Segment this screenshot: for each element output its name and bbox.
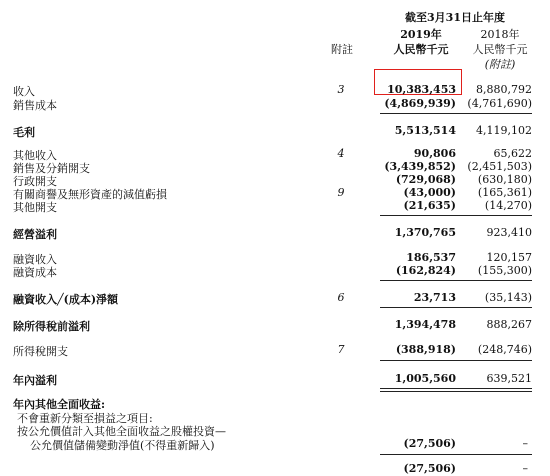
period-heading: 截至3月31日止年度 bbox=[405, 11, 505, 24]
row-note-revenue: 3 bbox=[337, 83, 345, 96]
note-column-heading: 附註 bbox=[331, 43, 353, 56]
row-value-2018-profit-before-tax: 888,267 bbox=[486, 318, 532, 331]
row-value-2019-finance-income: 186,537 bbox=[406, 251, 456, 264]
oci-total-2018: – bbox=[522, 462, 528, 475]
row-value-2018-net-finance: (35,143) bbox=[484, 291, 532, 304]
row-value-2018-finance-income: 120,157 bbox=[486, 251, 532, 264]
row-value-2019-revenue: 10,383,453 bbox=[387, 83, 456, 96]
row-label-profit-for-year: 年內溢利 bbox=[13, 374, 57, 387]
row-value-2018-impairment: (165,361) bbox=[477, 186, 532, 199]
subtotal-rule bbox=[380, 280, 462, 281]
subtotal-rule bbox=[460, 454, 532, 455]
row-value-2018-revenue: 8,880,792 bbox=[476, 83, 532, 96]
currency-2018-heading: 人民幣千元 bbox=[472, 43, 528, 56]
row-value-2018-finance-costs: (155,300) bbox=[477, 264, 532, 277]
total-double-rule bbox=[380, 388, 462, 392]
total-double-rule bbox=[460, 388, 532, 392]
row-label-cost-of-sales: 銷售成本 bbox=[13, 99, 57, 112]
row-value-2018-admin-expenses: (630,180) bbox=[477, 173, 532, 186]
note-2018-heading: (附註) bbox=[484, 58, 516, 71]
row-value-2019-gross-profit: 5,513,514 bbox=[394, 124, 456, 137]
subtotal-rule bbox=[380, 215, 462, 216]
oci-line-1: 不會重新分類至損益之項目: bbox=[17, 412, 153, 425]
row-value-2018-operating-profit: 923,410 bbox=[486, 226, 532, 239]
row-label-operating-profit: 經營溢利 bbox=[13, 228, 57, 241]
subtotal-rule bbox=[380, 360, 462, 361]
row-value-2019-other-expenses: (21,635) bbox=[403, 199, 456, 212]
year-2019-heading: 2019年 bbox=[400, 28, 442, 41]
subtotal-rule bbox=[380, 113, 462, 114]
row-value-2019-finance-costs: (162,824) bbox=[395, 264, 456, 277]
row-value-2019-operating-profit: 1,370,765 bbox=[394, 226, 456, 239]
subtotal-rule bbox=[460, 360, 532, 361]
row-label-income-tax: 所得稅開支 bbox=[13, 345, 68, 358]
row-value-2019-net-finance: 23,713 bbox=[413, 291, 456, 304]
oci-total-2019: (27,506) bbox=[403, 462, 456, 475]
row-label-other-expenses: 其他開支 bbox=[13, 201, 57, 214]
row-label-other-income: 其他收入 bbox=[13, 149, 57, 162]
row-value-2018-cost-of-sales: (4,761,690) bbox=[467, 97, 532, 110]
row-value-2018-income-tax: (248,746) bbox=[477, 343, 532, 356]
row-label-impairment: 有關商譽及無形資產的減值虧損 bbox=[13, 188, 167, 201]
row-label-admin-expenses: 行政開支 bbox=[13, 175, 57, 188]
subtotal-rule bbox=[380, 307, 462, 308]
subtotal-rule bbox=[380, 454, 462, 455]
row-value-2019-profit-for-year: 1,005,560 bbox=[394, 372, 456, 385]
row-value-2019-admin-expenses: (729,068) bbox=[395, 173, 456, 186]
currency-2019-heading: 人民幣千元 bbox=[393, 43, 449, 56]
row-value-2019-other-income: 90,806 bbox=[413, 147, 456, 160]
oci-line-2: 按公允價值計入其他全面收益之股權投資— bbox=[17, 425, 226, 438]
row-note-income-tax: 7 bbox=[337, 343, 345, 356]
row-value-2019-selling-distribution: (3,439,852) bbox=[384, 160, 456, 173]
row-label-selling-distribution: 銷售及分銷開支 bbox=[13, 162, 90, 175]
subtotal-rule bbox=[460, 280, 532, 281]
row-label-profit-before-tax: 除所得稅前溢利 bbox=[13, 320, 90, 333]
row-value-2019-cost-of-sales: (4,869,939) bbox=[384, 97, 456, 110]
row-note-net-finance: 6 bbox=[337, 291, 345, 304]
subtotal-rule bbox=[460, 307, 532, 308]
row-label-finance-income: 融資收入 bbox=[13, 253, 57, 266]
row-value-2019-income-tax: (388,918) bbox=[395, 343, 456, 356]
row-label-gross-profit: 毛利 bbox=[13, 126, 35, 139]
row-value-2018-selling-distribution: (2,451,503) bbox=[467, 160, 532, 173]
row-note-impairment: 9 bbox=[337, 186, 345, 199]
oci-value-2019: (27,506) bbox=[403, 437, 456, 450]
oci-value-2018: – bbox=[522, 437, 528, 450]
subtotal-rule bbox=[460, 215, 532, 216]
row-value-2018-other-expenses: (14,270) bbox=[484, 199, 532, 212]
row-value-2019-profit-before-tax: 1,394,478 bbox=[394, 318, 456, 331]
row-note-other-income: 4 bbox=[337, 147, 345, 160]
row-label-revenue: 收入 bbox=[13, 85, 35, 98]
row-value-2019-impairment: (43,000) bbox=[403, 186, 456, 199]
row-value-2018-other-income: 65,622 bbox=[493, 147, 532, 160]
row-label-net-finance: 融資收入╱(成本)淨額 bbox=[13, 293, 119, 306]
year-2018-heading: 2018年 bbox=[480, 28, 520, 41]
oci-title: 年內其他全面收益: bbox=[13, 398, 106, 411]
subtotal-rule bbox=[460, 113, 532, 114]
row-label-finance-costs: 融資成本 bbox=[13, 266, 57, 279]
oci-line-3: 公允價值儲備變動淨值(不得重新歸入) bbox=[30, 439, 215, 452]
row-value-2018-gross-profit: 4,119,102 bbox=[476, 124, 532, 137]
row-value-2018-profit-for-year: 639,521 bbox=[486, 372, 532, 385]
